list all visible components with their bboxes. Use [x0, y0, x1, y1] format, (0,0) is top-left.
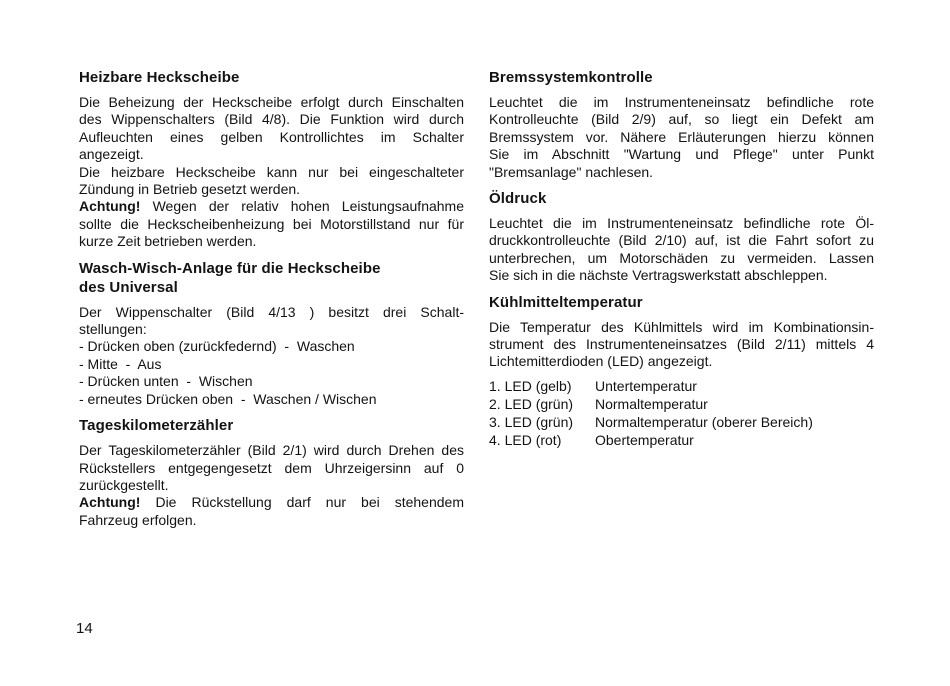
section-heading-line: Kühlmitteltemperatur — [489, 293, 643, 311]
text-line: zurückgestellt. — [79, 476, 169, 493]
paragraph — [489, 319, 874, 371]
led-label: 3. LED (grün) — [489, 413, 574, 430]
text-line: Bremssystem vor. Nähere Erläuterungen hierzu können — [489, 128, 874, 145]
text-line: Die Temperatur des Kühlmittels wird im Kombinationsin- — [489, 318, 874, 335]
section-heading — [79, 68, 464, 87]
led-label: 1. LED (gelb) — [489, 377, 572, 394]
text-line: "Bremsanlage" nachlesen. — [489, 163, 654, 180]
led-description: Normaltemperatur — [595, 395, 708, 412]
paragraph — [489, 215, 874, 285]
led-legend-row — [489, 377, 874, 395]
text-line: - Drücken oben (zurückfedernd) - Waschen — [79, 338, 355, 355]
text-line: Leuchtet die im Instrumenteneinsatz befindliche rote — [489, 94, 874, 110]
led-description: Normaltemperatur (oberer Bereich) — [595, 413, 813, 430]
text-line: kurze Zeit betrieben werden. — [79, 233, 257, 250]
text-line: des Wippenschalters (Bild 4/8). Die Funktion wird durch — [79, 111, 464, 128]
text-line: stellungen: — [79, 321, 147, 338]
text-line: Achtung! Die Rückstellung darf nur bei stehendem — [79, 494, 464, 511]
section-heading — [489, 189, 874, 208]
text-line: - Mitte - Aus — [79, 355, 162, 372]
text-line: Kontrolleuchte (Bild 2/9) auf, so liegt ein Defekt am — [489, 111, 874, 128]
section-heading — [79, 416, 464, 435]
text-line: Aufleuchten eines gelben Kontrollichtes im Schalter — [79, 128, 464, 145]
section-heading — [489, 68, 874, 87]
section-heading-line: Bremssystemkontrolle — [489, 69, 653, 86]
bold-run-in: Achtung! — [79, 198, 141, 215]
text-line: - erneutes Drücken oben - Waschen / Wischen — [79, 390, 377, 407]
led-label: 2. LED (grün) — [489, 395, 574, 412]
text-line: angezeigt. — [79, 146, 144, 163]
text-line: - Drücken unten - Wischen — [79, 373, 253, 390]
text-line: Sie sich in die nächste Vertragswerkstatt abschleppen. — [489, 267, 828, 284]
section-heading-line: des Universal — [79, 278, 178, 296]
left-column — [79, 68, 464, 529]
section-wasch-wisch-anlage — [79, 259, 464, 408]
led-legend — [489, 377, 874, 449]
section-heading-line: Wasch-Wisch-Anlage für die Heckscheibe — [79, 259, 381, 277]
led-label: 4. LED (rot) — [489, 431, 562, 448]
text-line: Die heizbare Heckscheibe kann nur bei eingeschalteter — [79, 163, 464, 180]
section-bremssystemkontrolle — [489, 68, 874, 181]
section-tageskilometerzaehler — [79, 416, 464, 529]
section-heading — [489, 293, 874, 312]
section-heizbare-heckscheibe — [79, 68, 464, 251]
text-line: Sie im Abschnitt "Wartung und Pflege" unter Punkt — [489, 146, 874, 163]
section-heading — [79, 259, 464, 297]
led-legend-row — [489, 431, 874, 449]
section-heading-line: Tageskilometerzähler — [79, 417, 234, 435]
text-line: Die Beheizung der Heckscheibe erfolgt durch Einschalten — [79, 94, 464, 110]
led-description: Untertemperatur — [595, 377, 697, 394]
page-number: 14 — [76, 620, 93, 637]
text-line: Rückstellers entgegengesetzt dem Uhrzeigersinn auf 0 — [79, 459, 464, 476]
paragraph — [79, 442, 464, 529]
section-heading-line: Öldruck — [489, 190, 547, 208]
section-oeldruck — [489, 189, 874, 285]
text-line: Leuchtet die im Instrumenteneinsatz befindliche rote Öl- — [489, 215, 874, 232]
paragraph — [79, 304, 464, 408]
section-kuehlmitteltemperatur — [489, 293, 874, 449]
right-column — [489, 68, 874, 449]
paragraph — [79, 94, 464, 251]
led-description: Obertemperatur — [595, 431, 694, 448]
text-line: druckkontrolleuchte (Bild 2/10) auf, ist die Fahrt sofort zu — [489, 232, 874, 249]
text-line: Lichtemitterdioden (LED) angezeigt. — [489, 353, 713, 370]
text-line: sollte die Heckscheibenheizung bei Motorstillstand nur für — [79, 215, 464, 232]
led-legend-row — [489, 395, 874, 413]
paragraph — [489, 94, 874, 181]
text-line: strument des Instrumenteneinsatzes (Bild 2/11) mittels 4 — [489, 336, 874, 353]
bold-run-in: Achtung! — [79, 494, 141, 511]
text-line: Zündung in Betrieb gesetzt werden. — [79, 181, 301, 198]
text-line: Der Wippenschalter (Bild 4/13 ) besitzt drei Schalt- — [79, 303, 464, 320]
text-line: Achtung! Wegen der relativ hohen Leistungsaufnahme — [79, 198, 464, 215]
text-line: unterbrechen, um Motorschäden zu vermeiden. Lassen — [489, 249, 874, 266]
text-line: Der Tageskilometerzähler (Bild 2/1) wird durch Drehen des — [79, 442, 464, 459]
led-legend-row — [489, 413, 874, 431]
text-line: Fahrzeug erfolgen. — [79, 511, 197, 528]
section-heading-line: Heizbare Heckscheibe — [79, 69, 240, 86]
